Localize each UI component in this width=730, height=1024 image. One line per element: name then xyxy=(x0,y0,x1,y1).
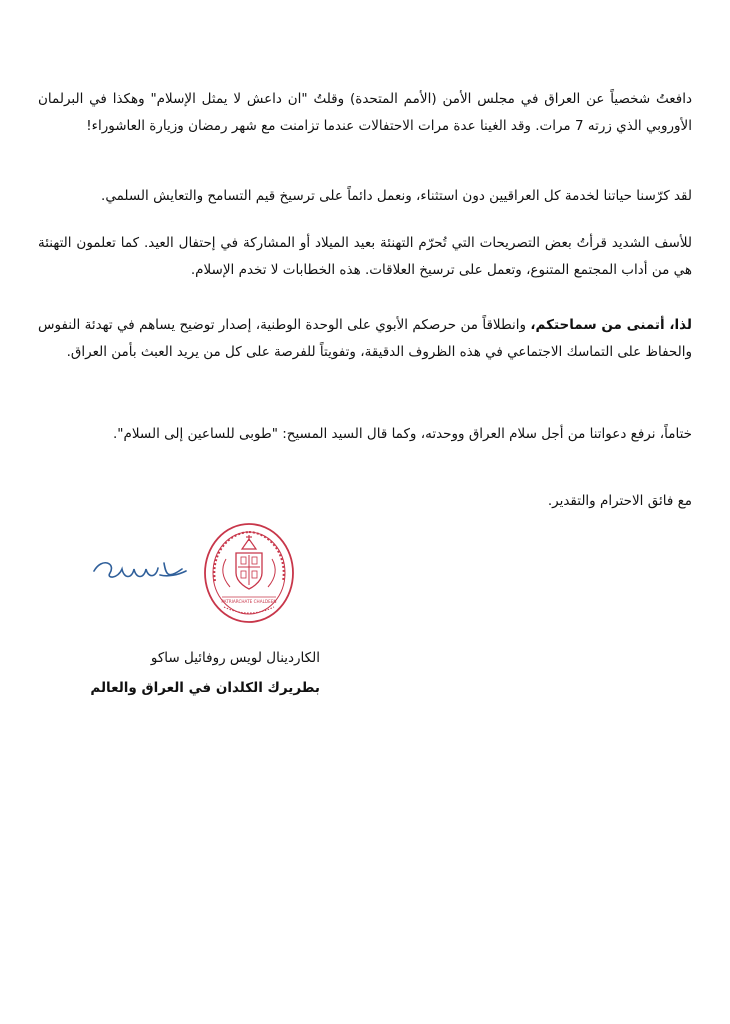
request-lead: لذا، أتمنى من سماحتكم، xyxy=(530,317,692,333)
paragraph-defense: دافعتُ شخصياً عن العراق في مجلس الأمن (الأمم المتحدة) وقلتُ "ان داعش لا يمثل الإسلام" وهكذا في البرلمان الأوروبي الذي زرته 7 مرات. وقد الغينا عدة مرات الاحتفالات عندما تزامنت مع شهر رمضان وزيارة العاشوراء! xyxy=(38,91,692,134)
official-seal xyxy=(202,521,296,625)
paragraph-request xyxy=(38,312,692,366)
paragraph-dedication: لقد كرّسنا حياتنا لخدمة كل العراقيين دون استثناء، ونعمل دائماً على ترسيخ قيم التسامح والتعايش السلمي. xyxy=(101,188,692,204)
paragraph-statements: للأسف الشديد قرأتُ بعض التصريحات التي تُحرّم التهنئة بعيد الميلاد أو المشاركة في إحتفال العيد. كما تعلمون التهنئة هي من أداب المجتمع المتنوع، وتعمل على ترسيخ العلاقات. هذه الخطابات لا تخدم الإسلام. xyxy=(38,235,692,278)
seal-inner-text: PATRIARCHATE CHALDEEN xyxy=(221,599,277,604)
paragraph-regards: مع فائق الاحترام والتقدير. xyxy=(547,493,692,509)
signatory-name: الكاردينال لويس روفائيل ساكو xyxy=(150,650,320,666)
request-body: وانطلاقاً من حرصكم الأبوي على الوحدة الوطنية، إصدار توضيح يساهم في تهدئة النفوس والحفاظ على التماسك الاجتماعي في هذه الظروف الدقيقة، وتفويتاً للفرصة على كل من يريد العبث بأمن العراق. xyxy=(38,317,692,360)
paragraph-closing: ختاماً، نرفع دعواتنا من أجل سلام العراق ووحدته، وكما قال السيد المسيح: "طوبى للساعين إلى السلام". xyxy=(113,426,692,442)
signatory-title: بطريرك الكلدان في العراق والعالم xyxy=(90,680,320,696)
handwritten-signature xyxy=(90,545,190,590)
